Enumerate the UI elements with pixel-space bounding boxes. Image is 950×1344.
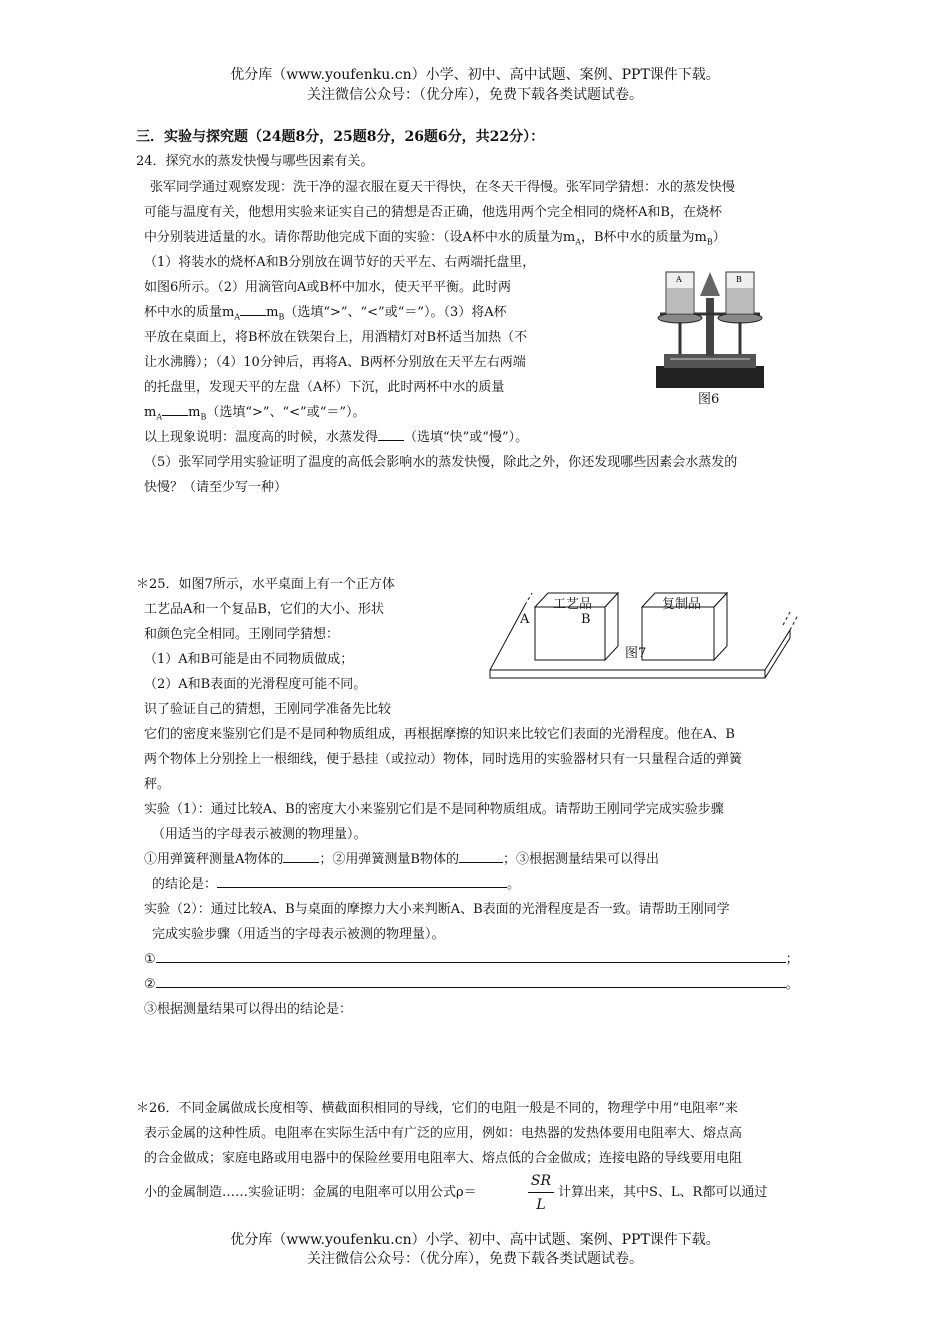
q24-line: 平放在桌面上，将B杯放在铁架台上，用酒精灯对B杯适当加热（不 (144, 330, 528, 345)
text-run: （选填“>”、“<”或“＝”）。 (206, 405, 366, 420)
q24-line: 如图6所示。（2）用滴管向A或B杯中加水，使天平平衡。此时两 (144, 280, 511, 295)
q26-line: 表示金属的这种性质。电阻率在实际生活中有广泛的应用，例如：电热器的发热体要用电阻率大、熔点高 (144, 1126, 743, 1141)
beaker-b-label: B (736, 275, 742, 284)
q25-line: （用适当的字母表示被测的物理量）。 (152, 827, 367, 842)
q25-line: 秤。 (144, 777, 171, 792)
q25-line: 工艺品A和一个复品B，它们的大小、形状 (144, 602, 384, 617)
q25-line (144, 853, 659, 866)
subscript: A (575, 237, 581, 247)
figure-7-label-replica: 复制品 (662, 597, 702, 612)
cube-a-front (535, 607, 605, 660)
subscript: B (200, 412, 207, 422)
balance-pillar (706, 298, 714, 356)
answer-blank[interactable] (162, 415, 188, 416)
balance-pointer (700, 272, 720, 296)
q25-line: ＊25．如图7所示，水平桌面上有一个正方体 (136, 577, 395, 592)
q25-line: 识了验证自己的猜想，王刚同学准备先比较 (144, 702, 392, 717)
balance-scale-bar (664, 354, 756, 368)
q26-line-formula-right: 计算出来，其中S、L、R都可以通过 (558, 1185, 768, 1200)
text-run: ① (144, 952, 156, 967)
q25-line: （1）A和B可能是由不同物质做成； (144, 652, 354, 667)
text-run: 中分别装进适量的水。请你帮助他完成下面的实验：（设A杯中水的质量为m (144, 230, 576, 245)
subscript: A (234, 312, 241, 322)
figure-6-balance (650, 262, 770, 392)
footer-line-1: 优分库（www.youfenku.cn）小学、初中、高中试题、案例、PPT课件下载。 (230, 1232, 720, 1248)
text-run: ； (785, 952, 799, 967)
text-run: m (188, 405, 201, 420)
subscript: A (156, 412, 163, 422)
answer-blank[interactable] (459, 862, 503, 863)
answer-blank[interactable] (378, 440, 404, 441)
q25-line: 两个物体上分别拴上一根细线，便于悬挂（或拉动）物体，同时选用的实验器材只有一只量程合适的弹簧 (144, 752, 743, 767)
q25-line: 它们的密度来鉴别它们是不是同种物质组成，再根据摩擦的知识来比较它们表面的光滑程度。他在A、B (144, 727, 735, 742)
text-run: ；③根据测量结果可以得出 (502, 852, 659, 867)
answer-blank[interactable] (283, 862, 319, 863)
beaker-a-water (667, 288, 693, 313)
q25-line (152, 878, 520, 891)
q25-line (144, 953, 799, 966)
q24-line: 快慢？（请至少写一种） (144, 480, 288, 495)
q24-line: （5）张军同学用实验证明了温度的高低会影响水的蒸发快慢，除此之外，你还发现哪些因素会水蒸发的 (144, 455, 738, 470)
q24-line (144, 406, 366, 422)
q26-line: ＊26．不同金属做成长度相等、横截面积相同的导线，它们的电阻一般是不同的，物理学中用“电阻率”来 (136, 1101, 738, 1116)
q24-paragraph-line (144, 231, 726, 247)
text-run: m (144, 405, 157, 420)
q24-line: 让水沸腾）；（4）10分钟后，再将A、B两杯分别放在天平左右两端 (144, 355, 526, 370)
q25-line: ③根据测量结果可以得出的结论是： (144, 1002, 353, 1017)
q26-line: 的合金做成；家庭电路或用电器中的保险丝要用电阻率大、熔点低的合金做成；连接电路的导线要用电阻 (144, 1151, 743, 1166)
figure-7-caption: 图7 (625, 646, 647, 661)
beaker-b-water (727, 288, 753, 313)
subscript: B (278, 312, 285, 322)
formula-denominator: L (536, 1197, 546, 1213)
figure-7-label-a: A (520, 612, 530, 627)
text-run: ） (712, 230, 726, 245)
answer-blank[interactable] (156, 987, 786, 988)
formula-fraction-bar (528, 1192, 554, 1193)
q24-paragraph-line: 张军同学通过观察发现：洗干净的湿衣服在夏天干得快，在冬天干得慢。张军同学猜想：水的蒸发快慢 (150, 180, 736, 195)
q25-line: 完成实验步骤（用适当的字母表示被测的物理量）。 (152, 927, 445, 942)
q24-line: （1）将装水的烧杯A和B分别放在调节好的天平左、右两端托盘里， (144, 255, 536, 270)
q24-line (144, 306, 507, 322)
footer-line-2: 关注微信公众号：（优分库），免费下载各类试题试卷。 (307, 1251, 643, 1267)
beaker-a-label: A (676, 275, 682, 284)
q24-paragraph-line: 可能与温度有关，他想用实验来证实自己的猜想是否正确，他选用两个完全相同的烧杯A和B，在烧杯 (144, 205, 722, 220)
header-line-1: 优分库（www.youfenku.cn）小学、初中、高中试题、案例、PPT课件下载。 (230, 67, 720, 83)
q25-line (144, 978, 799, 991)
figure-7-label-b: B (581, 612, 591, 627)
table-top (490, 670, 765, 678)
figure-7-label-crafts: 工艺品 (553, 597, 593, 612)
text-run: 杯中水的质量m (144, 305, 235, 320)
section-title: 三．实验与探究题（24题8分，25题8分，26题6分，共22分）： (136, 129, 545, 145)
text-run: 的结论是： (152, 877, 218, 892)
formula-numerator: SR (530, 1173, 552, 1189)
subscript: B (706, 237, 713, 247)
q25-line: 和颜色完全相同。王刚同学猜想： (144, 627, 340, 642)
balance-base (656, 366, 764, 388)
answer-blank[interactable] (156, 962, 786, 963)
cube-b-front (642, 607, 714, 660)
answer-blank[interactable] (217, 887, 507, 888)
text-run: （选填“快”或“慢”）。 (404, 430, 529, 445)
q26-line-formula-left: 小的金属制造……实验证明：金属的电阻率可以用公式ρ＝ (144, 1185, 477, 1200)
figure-6-caption: 图6 (698, 392, 720, 407)
text-run: 以上现象说明：温度高的时候，水蒸发得 (144, 430, 379, 445)
q25-line: 实验（2）：通过比较A、B与桌面的摩擦力大小来判断A、B表面的光滑程度是否一致。请帮助王刚同学 (144, 902, 730, 917)
q24-line: 的托盘里，发现天平的左盘（A杯）下沉，此时两杯中水的质量 (144, 380, 505, 395)
text-run: m (266, 305, 279, 320)
text-run: （选填“>”、“<”或“＝”）。（3）将A杯 (284, 305, 507, 320)
figure-7-cubes (480, 575, 810, 685)
header-line-2: 关注微信公众号：（优分库），免费下载各类试题试卷。 (307, 87, 643, 103)
q24-line (144, 431, 528, 444)
answer-blank[interactable] (240, 315, 266, 316)
q25-line: （2）A和B表面的光滑程度可能不同。 (144, 677, 367, 692)
text-run: 。 (507, 877, 521, 892)
text-run: ；②用弹簧测量B物体的 (319, 852, 459, 867)
text-run: ①用弹簧秤测量A物体的 (144, 852, 284, 867)
q24-stem: 24．探究水的蒸发快慢与哪些因素有关。 (136, 154, 374, 169)
text-run: ② (144, 977, 156, 992)
text-run: ，B杯中水的质量为m (581, 230, 707, 245)
q25-line: 实验（1）：通过比较A、B的密度大小来鉴别它们是不是同种物质组成。请帮助王刚同学完成实验步骤 (144, 802, 724, 817)
text-run: 。 (785, 977, 799, 992)
